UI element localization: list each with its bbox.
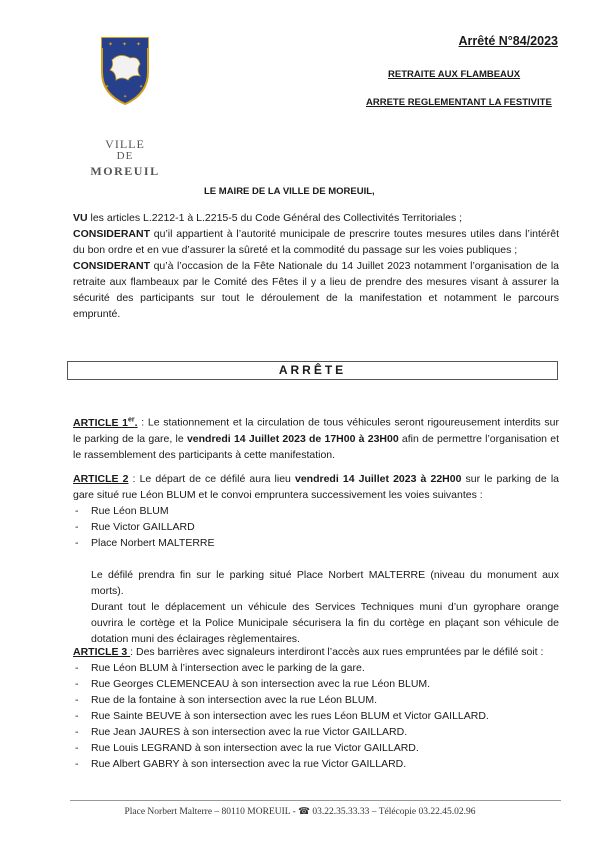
list-item: - Rue Victor GAILLARD bbox=[73, 519, 559, 535]
svg-text:✦: ✦ bbox=[105, 84, 110, 90]
svg-text:✦: ✦ bbox=[123, 94, 128, 100]
list-item: - Place Norbert MALTERRE bbox=[73, 535, 559, 551]
svg-text:✦: ✦ bbox=[122, 42, 128, 48]
article-3-paragraph: ARTICLE 3 : Des barrières avec signaleurs interdiront l’accès aux rues empruntées par le défilé soit : bbox=[73, 646, 544, 658]
considerant-text-2: qu’à l’occasion de la Fête Nationale du 14 Juillet 2023 notamment l’organisation de la retraite aux flambeaux par le Comité des Fêtes il y a lieu de prendre des mesures visant à assurer la sécurité des participants sur tout le déroulement de la manifestation et notamment le parcours emprunté. bbox=[73, 260, 559, 320]
preamble bbox=[73, 210, 559, 322]
article-2-paragraph-vehicles: Durant tout le déplacement un véhicule des Services Techniques muni d’un gyrophare orange ouvrira le cortège et la Police Municipale sécurisera la fin du cortège en plaçant son véhicule de dotation muni des éclairages règlementaires. bbox=[91, 601, 559, 645]
footer-address-text: Place Norbert Malterre – 80110 MOREUIL - bbox=[124, 807, 299, 817]
considerant-paragraph-2 bbox=[73, 258, 559, 322]
town-name-line1: VILLE bbox=[105, 137, 145, 151]
town-name-line2: DE bbox=[116, 150, 134, 162]
town-crest-logo bbox=[96, 36, 154, 106]
footer-address bbox=[0, 806, 600, 817]
maire-heading: LE MAIRE DE LA VILLE DE MOREUIL, bbox=[204, 186, 375, 197]
footer-phone-text: 03.22.35.33.33 – Télécopie 03.22.45.02.96 bbox=[310, 807, 476, 817]
list-item: - Rue de la fontaine à son intersection avec la rue Léon BLUM. bbox=[73, 692, 559, 708]
document-subtitle-2: ARRETE REGLEMENTANT LA FESTIVITE bbox=[366, 97, 552, 108]
list-item: - Rue Albert GABRY à son intersection avec la rue Victor GAILLARD. bbox=[73, 756, 559, 772]
article-2 bbox=[73, 471, 559, 647]
list-item: - Rue Léon BLUM à l’intersection avec le parking de la gare. bbox=[73, 660, 559, 676]
svg-text:✦: ✦ bbox=[136, 42, 142, 48]
phone-icon: ☎ bbox=[298, 807, 310, 817]
list-item: - Rue Louis LEGRAND à son intersection avec la rue Victor GAILLARD. bbox=[73, 740, 559, 756]
footer-divider bbox=[70, 800, 561, 801]
article-3-barrier-list bbox=[73, 660, 559, 772]
document-subtitle-1: RETRAITE AUX FLAMBEAUX bbox=[388, 69, 521, 80]
article-2-paragraph-end: Le défilé prendra fin sur le parking situé Place Norbert MALTERRE (niveau du monument aux morts). bbox=[91, 569, 559, 597]
considerant-text-1: qu’il appartient à l’autorité municipale de prescrire toutes mesures utiles dans l’intérêt du bon ordre et en vue d’assurer la sûreté et la commodité du passage sur les voies publiques ; bbox=[73, 228, 559, 256]
svg-text:✦: ✦ bbox=[108, 42, 114, 48]
list-item: - Rue Jean JAURES à son intersection avec la rue Victor GAILLARD. bbox=[73, 724, 559, 740]
article-2-label: ARTICLE 2 bbox=[73, 473, 129, 485]
svg-text:✦: ✦ bbox=[139, 84, 144, 90]
arrete-number: Arrêté N°84/2023 bbox=[458, 34, 558, 48]
arrete-heading-box: ARRÊTE bbox=[67, 361, 558, 380]
considerant-paragraph-1 bbox=[73, 226, 559, 258]
vu-text: les articles L.2212-1 à L.2215-5 du Code Général des Collectivités Territoriales ; bbox=[87, 212, 463, 224]
article-3 bbox=[73, 644, 559, 772]
list-item: - Rue Sainte BEUVE à son intersection avec les rues Léon BLUM et Victor GAILLARD. bbox=[73, 708, 559, 724]
list-item: - Rue Léon BLUM bbox=[73, 503, 559, 519]
article-1-paragraph: ARTICLE 1er. : Le stationnement et la circulation de tous véhicules seront rigoureusement interdits sur le parking de la gare, le vendredi 14 Juillet 2023 de 17H00 à 23H00 afin de permettre l’organisation et le rassemblement des participants à cette manifestation. bbox=[73, 416, 560, 461]
article-1 bbox=[73, 412, 559, 463]
article-1-label: ARTICLE 1er. bbox=[73, 416, 138, 429]
considerant-label-2: CONSIDERANT bbox=[73, 260, 151, 272]
list-item: - Rue Georges CLEMENCEAU à son intersection avec la rue Léon BLUM. bbox=[73, 676, 559, 692]
article-2-street-list bbox=[73, 503, 559, 551]
vu-label: VU bbox=[73, 212, 88, 224]
town-name-line3: MOREUIL bbox=[90, 164, 160, 178]
article-2-paragraph: ARTICLE 2 : Le départ de ce défilé aura lieu vendredi 14 Juillet 2023 à 22H00 sur le parking de la gare situé rue Léon BLUM et le convoi empruntera successivement les voies suivantes : bbox=[73, 473, 560, 501]
vu-paragraph bbox=[73, 210, 559, 226]
considerant-label-1: CONSIDERANT bbox=[73, 228, 151, 240]
article-3-label: ARTICLE 3 bbox=[73, 646, 131, 658]
